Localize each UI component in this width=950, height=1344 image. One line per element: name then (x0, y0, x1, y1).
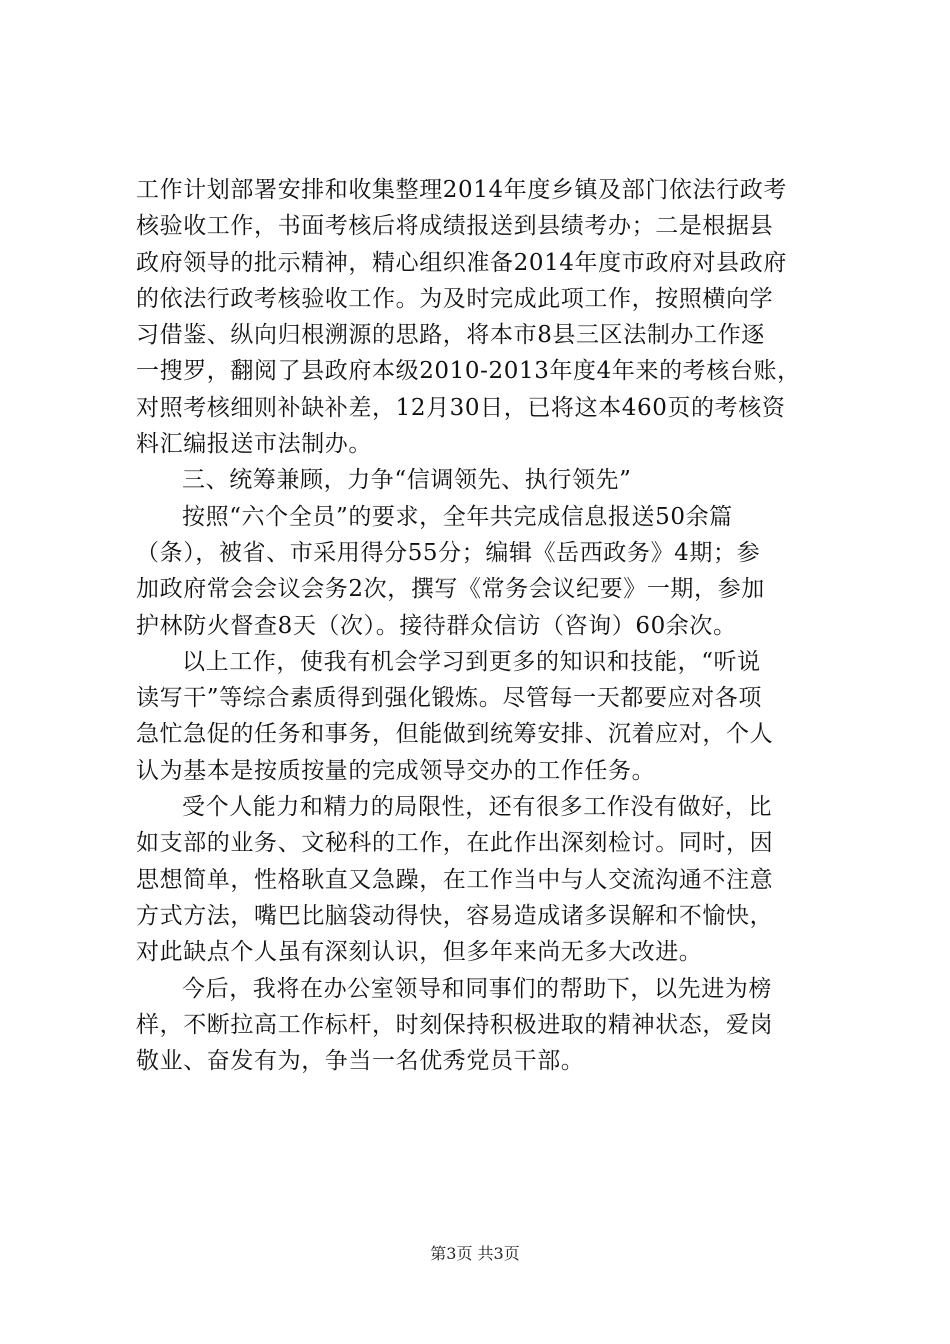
text-line: 方式方法，嘴巴比脑袋动得快，容易造成诸多误解和不愉快， (136, 902, 774, 929)
paragraph-first-line: 以上工作，使我有机会学习到更多的知识和技能，“听说 (182, 648, 761, 675)
text-line: 工作计划部署安排和收集整理2014年度乡镇及部门依法行政考 (136, 177, 787, 203)
text-line: 核验收工作，书面考核后将成绩报送到县绩考办；二是根据县 (136, 213, 774, 240)
paragraph-first-line: 受个人能力和精力的局限性，还有很多工作没有做好，比 (182, 794, 772, 821)
text-line: （条），被省、市采用得分55分；编辑《岳西政务》4期；参 (136, 539, 761, 566)
text-line: 急忙急促的任务和事务，但能做到统筹安排、沉着应对，个人 (136, 721, 774, 748)
text-line: 加政府常会会议会务2次，撰写《常务会议纪要》一期，参加 (136, 576, 765, 603)
text-line: 的依法行政考核验收工作。为及时完成此项工作，按照横向学 (136, 285, 774, 312)
text-line: 对此缺点个人虽有深刻认识，但多年来尚无多大改进。 (136, 939, 703, 966)
document-body (136, 172, 836, 1079)
text-line: 护林防火督查8天（次）。接待群众信访（咨询）60余次。 (136, 612, 737, 639)
text-line: 一搜罗，翻阅了县政府本级2010-2013年度4年来的考核台账， (136, 358, 801, 385)
text-line: 敬业、奋发有为，争当一名优秀党员干部。 (136, 1048, 585, 1075)
section-heading: 三、统筹兼顾，力争“信调领先、执行领先” (182, 467, 632, 494)
text-line: 对照考核细则补缺补差，12月30日，已将这本460页的考核资 (136, 394, 786, 421)
text-line: 思想简单，性格耿直又急躁，在工作当中与人交流沟通不注意 (136, 866, 774, 893)
page-number-footer: 第3页 共3页 (430, 1244, 520, 1263)
text-line: 读写干”等综合素质得到强化锻炼。尽管每一天都要应对各项 (136, 685, 762, 712)
text-line: 如支部的业务、文秘科的工作，在此作出深刻检讨。同时，因 (136, 830, 774, 857)
text-line: 习借鉴、纵向归根溯源的思路，将本市8县三区法制办工作逐 (136, 322, 765, 349)
paragraph-first-line: 今后，我将在办公室领导和同事们的帮助下，以先进为榜 (182, 975, 772, 1002)
paragraph-first-line: 按照“六个全员”的要求，全年共完成信息报送50余篇 (182, 503, 733, 530)
text-line: 认为基本是按质按量的完成领导交办的工作任务。 (136, 757, 656, 784)
text-line: 料汇编报送市法制办。 (136, 431, 372, 458)
text-line: 样，不断拉高工作标杆，时刻保持积极进取的精神状态，爱岗 (136, 1011, 774, 1038)
text-line: 政府领导的批示精神，精心组织准备2014年度市政府对县政府 (136, 249, 787, 276)
